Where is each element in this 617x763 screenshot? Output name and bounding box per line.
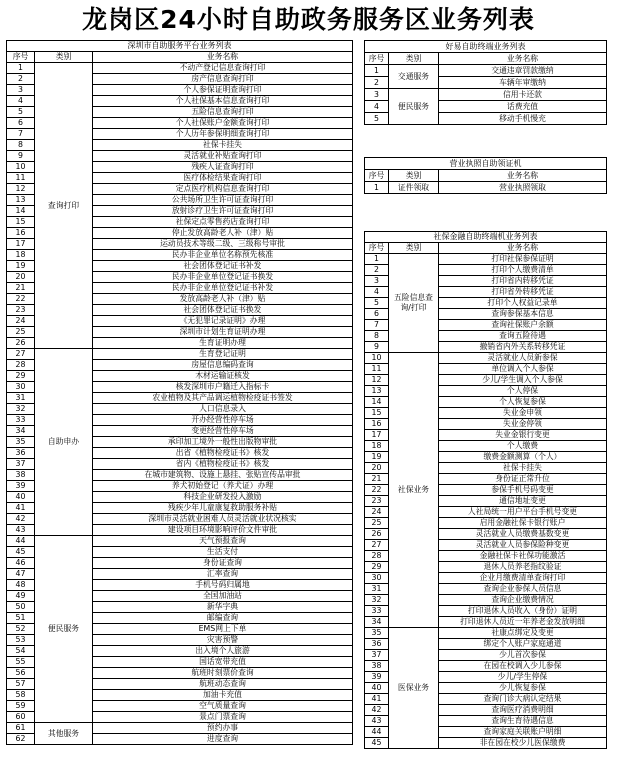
row-name: 查询五险待遇 — [439, 331, 607, 342]
row-seq: 11 — [365, 364, 389, 375]
row-seq: 40 — [365, 683, 389, 694]
row-name: 个人缴费 — [439, 441, 607, 452]
row-seq: 36 — [7, 448, 35, 459]
header-category: 类别 — [389, 243, 439, 254]
row-category: 社保业务 — [389, 353, 439, 628]
row-name: 社会团体登记证书换发 — [93, 305, 353, 316]
row-name: 打印个人缴费清单 — [439, 265, 607, 276]
row-seq: 34 — [365, 617, 389, 628]
row-seq: 55 — [7, 657, 35, 668]
row-category: 查询打印 — [35, 63, 93, 349]
shenzhen-self-service-table — [6, 40, 353, 745]
row-seq: 2 — [365, 265, 389, 276]
row-name: 承印加工境外一般性出版物审批 — [93, 437, 353, 448]
row-seq: 10 — [365, 353, 389, 364]
row-seq: 43 — [365, 716, 389, 727]
row-name: 打印退休人员近一年养老金发放明细 — [439, 617, 607, 628]
row-seq: 49 — [7, 591, 35, 602]
row-seq: 30 — [7, 382, 35, 393]
row-name: 邮编查询 — [93, 613, 353, 624]
row-name: 建设项目环境影响评价文件审批 — [93, 525, 353, 536]
row-seq: 17 — [7, 239, 35, 250]
row-name: 打印退休人员收入（身份）证明 — [439, 606, 607, 617]
row-name: 运动员技术等级二级、三级称号审批 — [93, 239, 353, 250]
row-seq: 62 — [7, 734, 35, 745]
table-header-row — [7, 52, 353, 63]
header-name: 业务名称 — [439, 53, 607, 65]
table-header-row — [365, 170, 607, 182]
table-caption-row — [365, 41, 607, 53]
row-seq: 23 — [365, 496, 389, 507]
table-caption-row — [365, 232, 607, 243]
row-name: 灵活就业人员参保险种变更 — [439, 540, 607, 551]
row-name: 查询生育待遇信息 — [439, 716, 607, 727]
row-name: 木材运输证核发 — [93, 371, 353, 382]
row-seq: 10 — [7, 162, 35, 173]
row-seq: 2 — [365, 77, 389, 89]
row-seq: 9 — [365, 342, 389, 353]
row-name: 停止发放高龄老人补（津）贴 — [93, 228, 353, 239]
row-name: 信用卡还款 — [439, 89, 607, 101]
row-name: 在园在校调入少儿参保 — [439, 661, 607, 672]
row-seq: 18 — [7, 250, 35, 261]
row-name: 少儿/学生停保 — [439, 672, 607, 683]
row-name: 残疾人证查询打印 — [93, 162, 353, 173]
row-seq: 42 — [365, 705, 389, 716]
row-name: 新华字典 — [93, 602, 353, 613]
row-name: 打印省外转移凭证 — [439, 287, 607, 298]
row-name: 残疾少年儿童康复救助服务补贴 — [93, 503, 353, 514]
row-seq: 35 — [365, 628, 389, 639]
row-name: 身份证查询 — [93, 558, 353, 569]
row-seq: 15 — [365, 408, 389, 419]
row-name: 公共场所卫生许可证查询打印 — [93, 195, 353, 206]
row-name: 个人社保账户金额查询打印 — [93, 118, 353, 129]
business-license-table — [364, 157, 607, 194]
row-name: 查询企业参保人员信息 — [439, 584, 607, 595]
row-name: 航班动态查询 — [93, 679, 353, 690]
row-name: EMS网上下单 — [93, 624, 353, 635]
row-seq: 20 — [365, 463, 389, 474]
header-seq: 序号 — [365, 170, 389, 182]
table-row — [365, 89, 607, 101]
row-name: 国话宽带充值 — [93, 657, 353, 668]
row-category: 自助申办 — [35, 349, 93, 536]
row-name: 失业金停领 — [439, 419, 607, 430]
row-seq: 13 — [365, 386, 389, 397]
row-seq: 36 — [365, 639, 389, 650]
row-seq: 45 — [365, 738, 389, 749]
row-name: 交通违章罚款缴纳 — [439, 65, 607, 77]
row-name: 发放高龄老人补（津）贴 — [93, 294, 353, 305]
table-header-row — [365, 243, 607, 254]
row-seq: 38 — [7, 470, 35, 481]
row-name: 景点门票查询 — [93, 712, 353, 723]
row-seq: 6 — [365, 309, 389, 320]
row-seq: 21 — [7, 283, 35, 294]
row-seq: 21 — [365, 474, 389, 485]
row-name: 打印省内转移凭证 — [439, 276, 607, 287]
row-name: 民办非企业单位名称预先核准 — [93, 250, 353, 261]
row-seq: 19 — [7, 261, 35, 272]
row-seq: 48 — [7, 580, 35, 591]
row-seq: 51 — [7, 613, 35, 624]
row-name: 绑定个人账户家庭通道 — [439, 639, 607, 650]
row-seq: 7 — [365, 320, 389, 331]
row-seq: 14 — [7, 206, 35, 217]
row-seq: 5 — [365, 113, 389, 125]
row-name: 养犬初始登记（养犬证）办理 — [93, 481, 353, 492]
row-seq: 16 — [365, 419, 389, 430]
row-name: 手机号码归属地 — [93, 580, 353, 591]
row-name: 核发深圳市户籍迁入指标卡 — [93, 382, 353, 393]
row-seq: 58 — [7, 690, 35, 701]
row-seq: 12 — [365, 375, 389, 386]
row-seq: 5 — [365, 298, 389, 309]
row-category: 医保业务 — [389, 628, 439, 749]
row-category: 证件领取 — [389, 182, 439, 194]
row-name: 少儿/学生调入个人参保 — [439, 375, 607, 386]
row-name: 缴费金额测算（个人） — [439, 452, 607, 463]
row-seq: 6 — [7, 118, 35, 129]
table-row — [365, 65, 607, 77]
row-name: 启用金融社保卡银行账户 — [439, 518, 607, 529]
row-name: 放射诊疗卫生许可证查询打印 — [93, 206, 353, 217]
row-name: 开办经营性停车场 — [93, 415, 353, 426]
row-name: 生活支付 — [93, 547, 353, 558]
row-category: 交通服务 — [389, 65, 439, 89]
row-seq: 12 — [7, 184, 35, 195]
row-name: 身份证正常升位 — [439, 474, 607, 485]
row-seq: 1 — [365, 254, 389, 265]
row-seq: 3 — [365, 276, 389, 287]
table-caption: 深圳市自助服务平台业务列表 — [7, 41, 353, 52]
row-seq: 8 — [7, 140, 35, 151]
row-seq: 33 — [365, 606, 389, 617]
row-name: 房产信息查询打印 — [93, 74, 353, 85]
row-name: 灵活就业人员缴费基数变更 — [439, 529, 607, 540]
row-name: 通信地址变更 — [439, 496, 607, 507]
row-name: 不动产登记信息查询打印 — [93, 63, 353, 74]
row-seq: 22 — [365, 485, 389, 496]
row-seq: 27 — [7, 349, 35, 360]
row-seq: 24 — [365, 507, 389, 518]
row-seq: 15 — [7, 217, 35, 228]
row-seq: 29 — [365, 562, 389, 573]
table-row — [365, 628, 607, 639]
row-name: 查询医疗消费明细 — [439, 705, 607, 716]
row-name: 查询参保基本信息 — [439, 309, 607, 320]
header-seq: 序号 — [365, 243, 389, 254]
row-seq: 35 — [7, 437, 35, 448]
row-seq: 28 — [7, 360, 35, 371]
row-seq: 42 — [7, 514, 35, 525]
row-name: 查询家庭关联账户明细 — [439, 727, 607, 738]
row-name: 深圳市灵活就业困难人员灵活就业状况核实 — [93, 514, 353, 525]
row-name: 话费充值 — [439, 101, 607, 113]
row-name: 航班时刻票价查询 — [93, 668, 353, 679]
row-seq: 1 — [365, 182, 389, 194]
table-header-row — [365, 53, 607, 65]
row-seq: 32 — [365, 595, 389, 606]
row-name: 失业金申领 — [439, 408, 607, 419]
row-seq: 26 — [7, 338, 35, 349]
row-seq: 34 — [7, 426, 35, 437]
row-name: 人社局统一用户平台手机号变更 — [439, 507, 607, 518]
page-title: 龙岗区24小时自助政务服务区业务列表 — [82, 5, 535, 34]
row-name: 定点医疗机构信息查询打印 — [93, 184, 353, 195]
row-seq: 33 — [7, 415, 35, 426]
row-category: 便民服务 — [35, 536, 93, 723]
table-row — [7, 536, 353, 547]
row-name: 撤销省内外关系转移凭证 — [439, 342, 607, 353]
row-name: 非在园在校少儿医保缴费 — [439, 738, 607, 749]
row-seq: 11 — [7, 173, 35, 184]
row-seq: 16 — [7, 228, 35, 239]
row-name: 打印个人权益记录单 — [439, 298, 607, 309]
row-name: 民办非企业单位登记证书换发 — [93, 272, 353, 283]
row-seq: 13 — [7, 195, 35, 206]
row-name: 车辆年审缴纳 — [439, 77, 607, 89]
header-name: 业务名称 — [439, 170, 607, 182]
row-name: 查询企业缴费情况 — [439, 595, 607, 606]
row-name: 人口信息录入 — [93, 404, 353, 415]
row-name: 灵活就业人员新参保 — [439, 353, 607, 364]
row-name: 进度查询 — [93, 734, 353, 745]
row-seq: 23 — [7, 305, 35, 316]
row-seq: 41 — [365, 694, 389, 705]
table-row — [7, 723, 353, 734]
row-name: 社保定点零售药店查询打印 — [93, 217, 353, 228]
row-seq: 26 — [365, 529, 389, 540]
row-name: 参保手机号码变更 — [439, 485, 607, 496]
row-name: 打印社保参保证明 — [439, 254, 607, 265]
row-seq: 9 — [7, 151, 35, 162]
row-seq: 47 — [7, 569, 35, 580]
row-name: 生育证明办理 — [93, 338, 353, 349]
row-seq: 19 — [365, 452, 389, 463]
row-seq: 57 — [7, 679, 35, 690]
row-seq: 25 — [7, 327, 35, 338]
row-seq: 44 — [365, 727, 389, 738]
row-seq: 17 — [365, 430, 389, 441]
header-name: 业务名称 — [439, 243, 607, 254]
row-name: 空气质量查询 — [93, 701, 353, 712]
row-seq: 60 — [7, 712, 35, 723]
header-seq: 序号 — [7, 52, 35, 63]
header-category: 类别 — [389, 170, 439, 182]
row-name: 生育登记证明 — [93, 349, 353, 360]
row-name: 社保卡挂失 — [93, 140, 353, 151]
row-name: 预约办事 — [93, 723, 353, 734]
table-caption-row — [365, 158, 607, 170]
row-name: 企业月缴费清单查询打印 — [439, 573, 607, 584]
row-name: 全国加油站 — [93, 591, 353, 602]
table-caption-row — [7, 41, 353, 52]
row-seq: 1 — [7, 63, 35, 74]
table-row — [7, 63, 353, 74]
row-seq: 38 — [365, 661, 389, 672]
row-name: 加油卡充值 — [93, 690, 353, 701]
header-seq: 序号 — [365, 53, 389, 65]
row-name: 出入境个人旅游 — [93, 646, 353, 657]
row-name: 深圳市计划生育证明办理 — [93, 327, 353, 338]
row-category: 便民服务 — [389, 89, 439, 125]
row-name: 《无犯罪记录证明》办理 — [93, 316, 353, 327]
row-seq: 44 — [7, 536, 35, 547]
row-seq: 53 — [7, 635, 35, 646]
row-name: 变更经营性停车场 — [93, 426, 353, 437]
row-seq: 28 — [365, 551, 389, 562]
row-name: 个人恢复参保 — [439, 397, 607, 408]
row-seq: 39 — [7, 481, 35, 492]
row-seq: 2 — [7, 74, 35, 85]
row-seq: 37 — [7, 459, 35, 470]
row-seq: 24 — [7, 316, 35, 327]
row-name: 省内《植物检疫证书》核发 — [93, 459, 353, 470]
table-row — [365, 254, 607, 265]
row-name: 汇率查询 — [93, 569, 353, 580]
row-name: 个人停保 — [439, 386, 607, 397]
row-seq: 3 — [365, 89, 389, 101]
row-name: 医疗体检结果查询打印 — [93, 173, 353, 184]
row-seq: 18 — [365, 441, 389, 452]
row-name: 金融社保卡社保功能激活 — [439, 551, 607, 562]
row-name: 社保卡挂失 — [439, 463, 607, 474]
row-name: 失业金银行变更 — [439, 430, 607, 441]
row-seq: 27 — [365, 540, 389, 551]
row-seq: 54 — [7, 646, 35, 657]
row-seq: 30 — [365, 573, 389, 584]
row-seq: 50 — [7, 602, 35, 613]
row-name: 房屋信息编码查询 — [93, 360, 353, 371]
row-name: 查询社保账户余额 — [439, 320, 607, 331]
row-seq: 4 — [7, 96, 35, 107]
row-seq: 29 — [7, 371, 35, 382]
row-seq: 45 — [7, 547, 35, 558]
row-seq: 32 — [7, 404, 35, 415]
row-seq: 4 — [365, 287, 389, 298]
row-seq: 4 — [365, 101, 389, 113]
row-seq: 31 — [365, 584, 389, 595]
row-name: 单位调入个人参保 — [439, 364, 607, 375]
row-name: 科技企业研发投入激励 — [93, 492, 353, 503]
row-name: 查询门诊大病认定结果 — [439, 694, 607, 705]
row-seq: 20 — [7, 272, 35, 283]
row-seq: 31 — [7, 393, 35, 404]
row-seq: 40 — [7, 492, 35, 503]
row-name: 社康点绑定及变更 — [439, 628, 607, 639]
row-name: 灵活就业补贴查询打印 — [93, 151, 353, 162]
table-caption: 营业执照自助领证机 — [365, 158, 607, 170]
row-seq: 43 — [7, 525, 35, 536]
row-seq: 1 — [365, 65, 389, 77]
row-name: 农业植物及其产品调运植物检疫证书签发 — [93, 393, 353, 404]
table-caption: 好易自助终端业务列表 — [365, 41, 607, 53]
row-name: 个人历年参保明细查询打印 — [93, 129, 353, 140]
social-security-terminal-table — [364, 231, 607, 749]
row-seq: 5 — [7, 107, 35, 118]
row-category: 其他服务 — [35, 723, 93, 745]
row-seq: 8 — [365, 331, 389, 342]
header-category: 类别 — [389, 53, 439, 65]
row-seq: 59 — [7, 701, 35, 712]
row-category: 五险信息查询/打印 — [389, 254, 439, 353]
row-seq: 39 — [365, 672, 389, 683]
row-name: 退休人员养老指纹验证 — [439, 562, 607, 573]
row-seq: 41 — [7, 503, 35, 514]
row-name: 少儿恢复参保 — [439, 683, 607, 694]
header-category: 类别 — [35, 52, 93, 63]
row-name: 少儿首次参保 — [439, 650, 607, 661]
row-name: 移动手机慢充 — [439, 113, 607, 125]
row-seq: 61 — [7, 723, 35, 734]
table-row — [365, 182, 607, 194]
row-name: 天气预报查询 — [93, 536, 353, 547]
row-seq: 46 — [7, 558, 35, 569]
header-name: 业务名称 — [93, 52, 353, 63]
table-row — [365, 353, 607, 364]
table-row — [7, 349, 353, 360]
row-seq: 37 — [365, 650, 389, 661]
row-name: 灾害预警 — [93, 635, 353, 646]
row-name: 个人社保基本信息查询打印 — [93, 96, 353, 107]
row-seq: 52 — [7, 624, 35, 635]
row-seq: 7 — [7, 129, 35, 140]
row-name: 社会团体登记证书补发 — [93, 261, 353, 272]
row-name: 出省《植物检疫证书》核发 — [93, 448, 353, 459]
row-seq: 14 — [365, 397, 389, 408]
table-caption: 社保金融自助终端机业务列表 — [365, 232, 607, 243]
row-seq: 56 — [7, 668, 35, 679]
row-name: 五险信息查询打印 — [93, 107, 353, 118]
haoyi-terminal-table — [364, 40, 607, 125]
row-seq: 22 — [7, 294, 35, 305]
row-name: 营业执照领取 — [439, 182, 607, 194]
row-name: 在城市建筑物、设施上悬挂、张贴宣传品审批 — [93, 470, 353, 481]
row-seq: 3 — [7, 85, 35, 96]
row-name: 民办非企业单位登记证书补发 — [93, 283, 353, 294]
row-name: 个人参保证明查询打印 — [93, 85, 353, 96]
row-seq: 25 — [365, 518, 389, 529]
